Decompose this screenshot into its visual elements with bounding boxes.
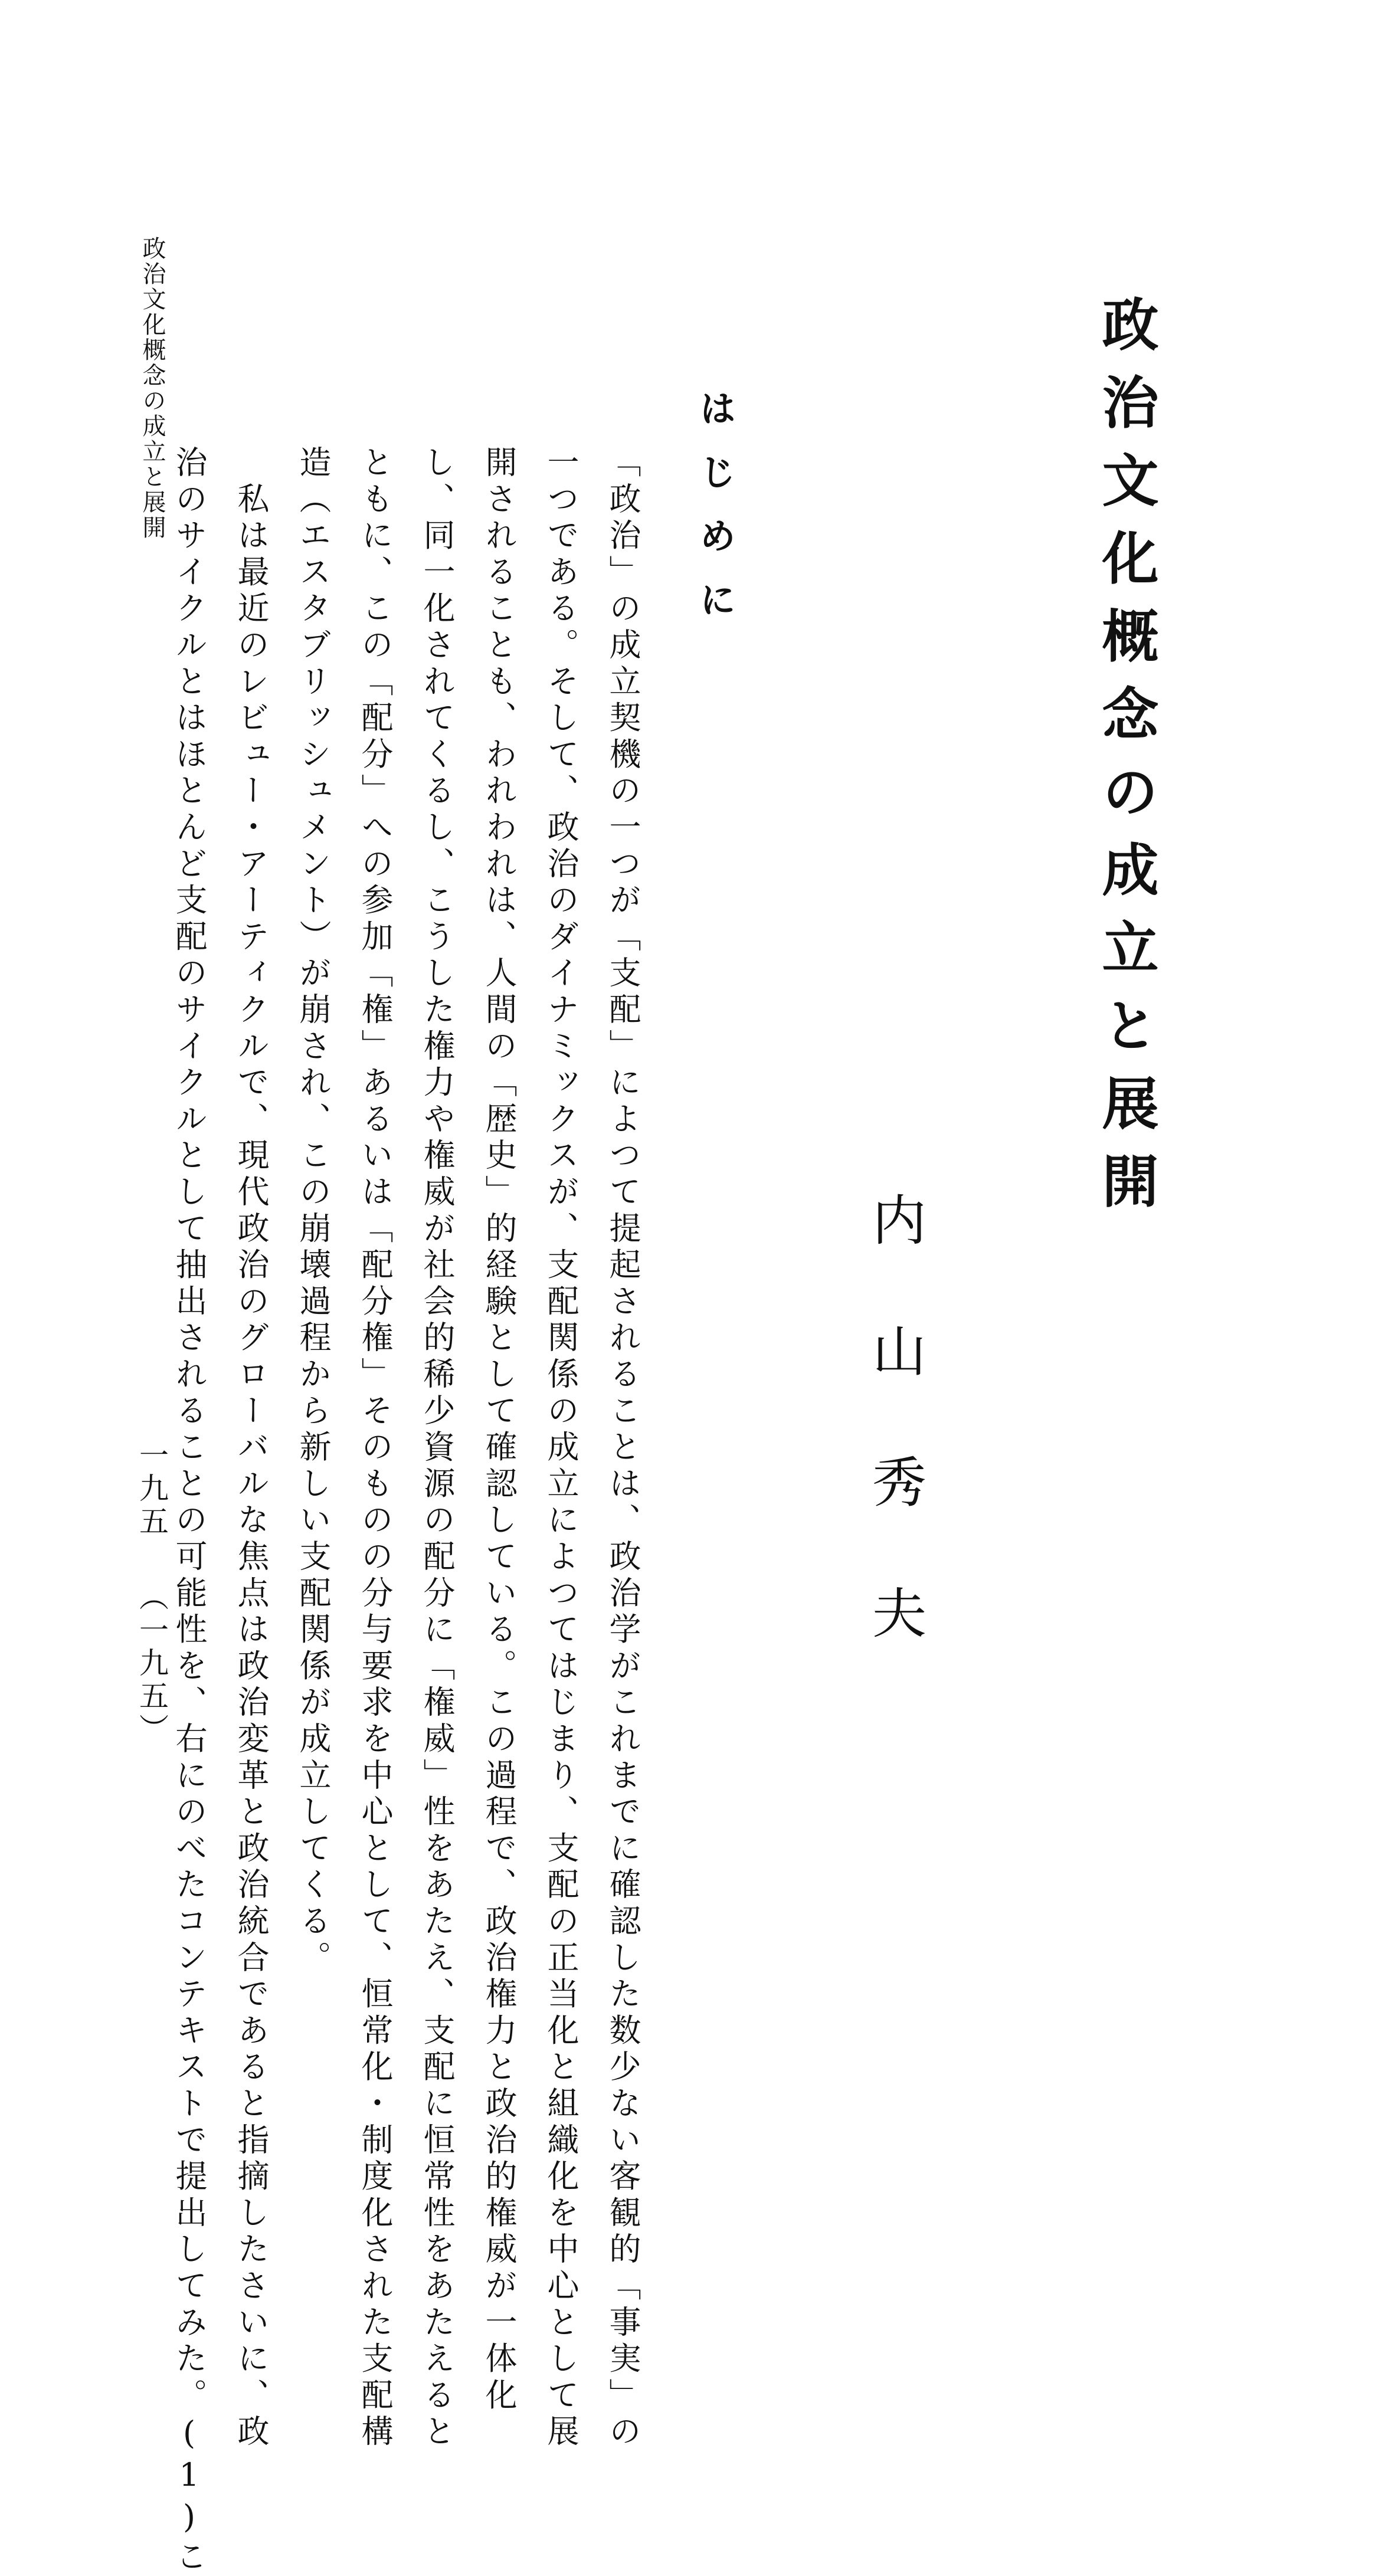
body-line-4: し、同一化されてくるし、こうした権力や権威が社会的稀少資源の配分に「権威」性をあたえ、支配に恒常性をあたえると xyxy=(418,445,456,2451)
body-line-5: ともに、この「配分」への参加「権」あるいは「配分権」そのものの分与要求を中心として、恒常化・制度化された支配構 xyxy=(356,445,394,2451)
page-number-parenthetical: （一九五） xyxy=(135,1581,169,1746)
body-line-3: 開されることも、われわれは、人間の「歴史」的経験として確認している。この過程で、政治権力と政治的権威が一体化 xyxy=(480,445,518,2415)
body-line-6: 造（エスタブリッシュメント）が崩され、この崩壊過程から新しい支配関係が成立してくる。 xyxy=(294,445,332,1977)
running-head: 政治文化概念の成立と展開 xyxy=(139,236,166,540)
author-name: 内山秀夫 xyxy=(863,1192,927,1716)
body-line-1: 「政治」の成立契機の一つが「支配」によつて提起されることは、政治学がこれまでに確認した数少ない客観的「事実」の xyxy=(604,445,641,2451)
body-line-2: 一つである。そして、政治のダイナミックスが、支配関係の成立によつてはじまり、支配の正当化と組織化を中心として展 xyxy=(542,445,580,2451)
body-line-7: 私は最近のレビュー・アーティクルで、現代政治のグローバルな焦点は政治変革と政治統合であると指摘したさいに、政 xyxy=(233,445,270,2451)
article-title: 政治文化概念の成立と展開 xyxy=(1093,295,1160,1230)
page-number: 一九五 xyxy=(135,1440,169,1539)
section-heading: はじめに xyxy=(693,389,736,644)
body-line-8: 治のサイクルとはほとんど支配のサイクルとして抽出されることの可能性を、右にのべたコンテキストで提出してみた。(1)こ xyxy=(171,445,208,2576)
